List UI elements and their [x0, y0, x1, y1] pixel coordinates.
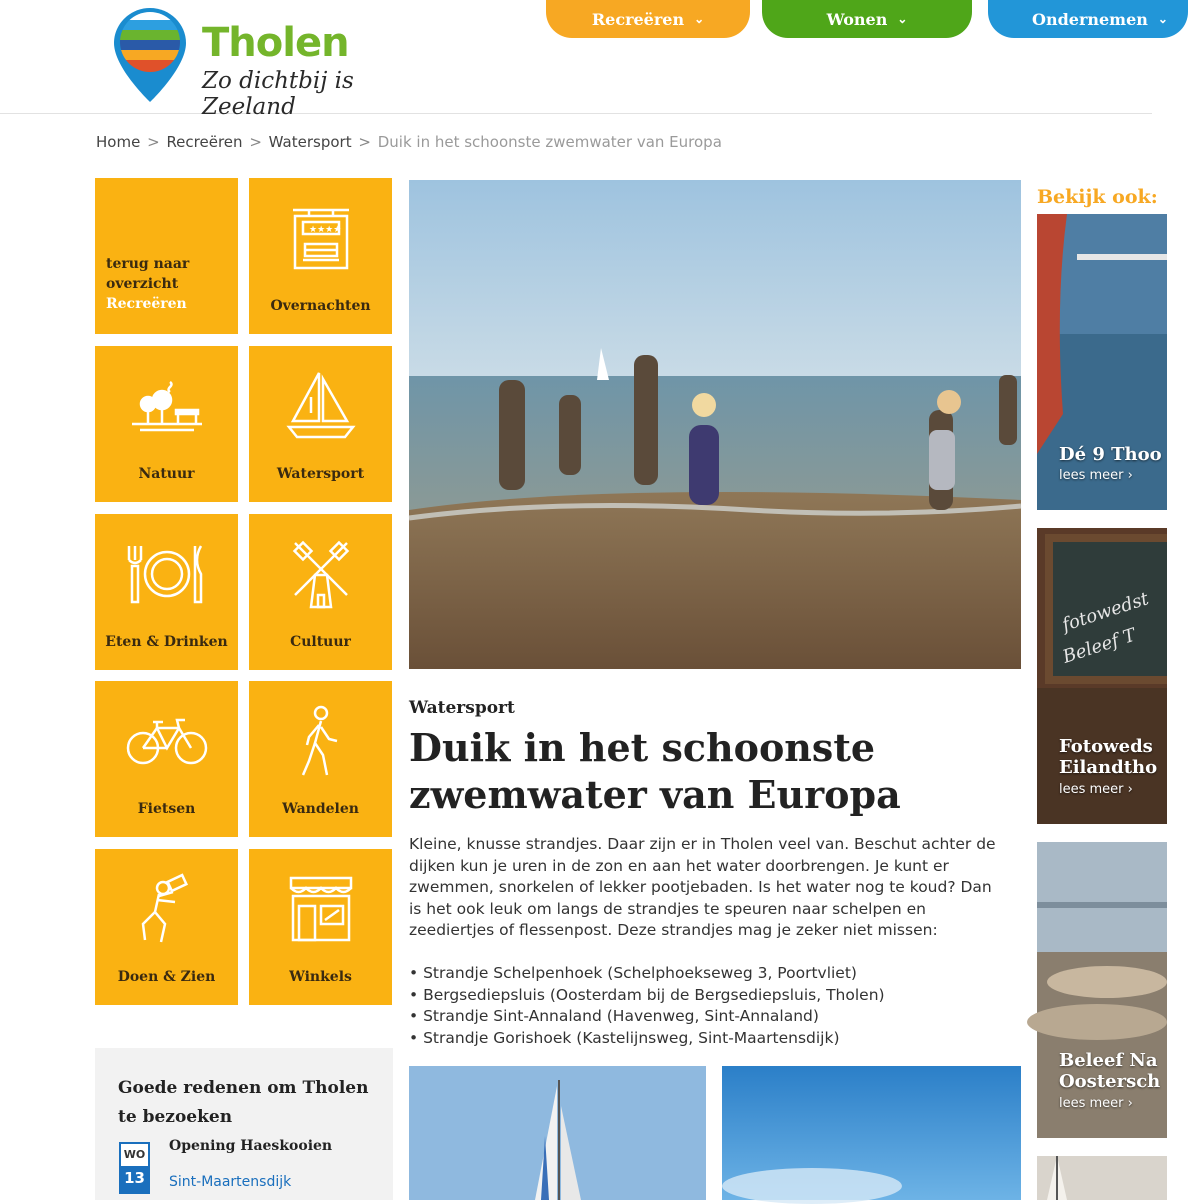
card-title-line: Beleef Na: [1059, 1050, 1158, 1071]
tile-label: Overnachten: [270, 298, 371, 314]
event-title[interactable]: Opening Haeskooien: [169, 1138, 333, 1154]
nav-tab-ondernemen[interactable]: [988, 0, 1188, 38]
hero-photo-children-at-beach: [409, 180, 1021, 669]
card-title-line: Fotoweds: [1059, 736, 1153, 757]
nav-tab-label: Recreëren: [591, 9, 685, 29]
plate-cutlery-icon: [95, 534, 238, 614]
card-title: [1059, 736, 1157, 778]
site-header: [0, 0, 1168, 120]
article-intro: Kleine, knusse strandjes. Daar zijn er in Tholen veel van. Beschut achter de dijken kun je uren in de zon en aan het water doorbrengen. Je kunt er zwemmen, snorkelen of lekker pootjebaden. Is het water nog te koud? Dan is het ook leuk om langs de strandjes te speuren naar schelpen en zeediertjes of flessenpost. Deze strandjes mag je zeker niet missen:: [409, 835, 996, 939]
tile-cultuur[interactable]: [249, 514, 392, 670]
breadcrumb-home[interactable]: Home: [96, 133, 141, 151]
reasons-title: Goede redenen om Tholen te bezoeken: [118, 1078, 369, 1127]
tile-fietsen[interactable]: [95, 681, 238, 837]
see-also-heading: Bekijk ook:: [1037, 186, 1158, 208]
tile-eten-drinken[interactable]: [95, 514, 238, 670]
nav-tab-label: Wonen: [826, 9, 888, 29]
tile-wandelen[interactable]: [249, 681, 392, 837]
breadcrumb-recreeren[interactable]: Recreëren: [166, 133, 243, 151]
nav-tab-wonen[interactable]: [762, 0, 972, 38]
logo-name: Tholen: [202, 20, 349, 66]
beach-list: [409, 963, 1009, 1049]
card-title-line: Oostersch: [1059, 1071, 1161, 1092]
article-title: Duik in het schoonste zwemwater van Europa: [409, 725, 901, 817]
card-title: [1059, 1050, 1160, 1092]
back-line1: terug naar: [106, 256, 190, 272]
card-read-more[interactable]: lees meer ›: [1059, 468, 1133, 483]
back-accent: Recreëren: [106, 296, 187, 312]
bicycle-icon: [95, 701, 238, 781]
tile-back-to-overview[interactable]: [95, 178, 238, 334]
breadcrumb-current: Duik in het schoonste zwemwater van Europa: [377, 133, 722, 151]
shop-icon: [249, 869, 392, 949]
card-title: Dé 9 Thoo: [1059, 444, 1162, 465]
reasons-box: [95, 1048, 393, 1200]
see-also-card-2[interactable]: [1037, 528, 1167, 824]
tile-overnachten[interactable]: [249, 178, 392, 334]
back-text: [95, 178, 238, 314]
breadcrumb-separator: >: [147, 133, 160, 151]
breadcrumb: [96, 133, 722, 151]
sailboat-icon: [249, 366, 392, 446]
chevron-down-icon: ⌄: [897, 12, 908, 26]
site-logo[interactable]: [112, 6, 412, 120]
article-category: Watersport: [409, 698, 515, 718]
nature-icon: [95, 366, 238, 446]
breadcrumb-separator: >: [249, 133, 262, 151]
photo-blue-sky: [722, 1066, 1021, 1200]
hotel-icon: [249, 198, 392, 278]
tile-label: Natuur: [138, 466, 195, 482]
card-read-more[interactable]: lees meer ›: [1059, 1096, 1133, 1111]
tile-label: Fietsen: [137, 801, 196, 817]
photographer-icon: [95, 869, 238, 949]
breadcrumb-watersport[interactable]: Watersport: [268, 133, 352, 151]
tile-label: Watersport: [276, 466, 365, 482]
chevron-down-icon: ⌄: [1157, 12, 1168, 26]
back-line2: overzicht: [106, 276, 179, 292]
list-item: • Strandje Sint-Annaland (Havenweg, Sint-Annaland): [409, 1006, 1009, 1028]
walker-icon: [249, 701, 392, 781]
tile-label: Doen & Zien: [117, 969, 216, 985]
breadcrumb-separator: >: [358, 133, 371, 151]
chalkboard-text: Beleef T: [1060, 624, 1139, 668]
chevron-down-icon: ⌄: [694, 12, 705, 26]
windmill-icon: [249, 534, 392, 614]
photo-sailboat: [409, 1066, 706, 1200]
tile-label: Cultuur: [290, 634, 351, 650]
tile-watersport[interactable]: [249, 346, 392, 502]
nav-tab-label: Ondernemen: [1032, 9, 1148, 29]
tile-label: Wandelen: [282, 801, 359, 817]
see-also-card-4[interactable]: [1037, 1156, 1167, 1200]
svg-text:★★★★: ★★★★: [308, 225, 341, 235]
list-item: • Strandje Schelpenhoek (Schelphoekseweg 3, Poortvliet): [409, 963, 1009, 985]
tile-natuur[interactable]: [95, 346, 238, 502]
list-item: • Strandje Gorishoek (Kastelijnsweg, Sint-Maartensdijk): [409, 1028, 1009, 1050]
date-badge: [119, 1142, 150, 1194]
tile-label: Winkels: [289, 969, 352, 985]
event-place[interactable]: Sint-Maartensdijk: [169, 1174, 292, 1190]
card-title-line: Eilandtho: [1059, 757, 1158, 778]
card-read-more[interactable]: lees meer ›: [1059, 782, 1133, 797]
date-number: 13: [124, 1169, 145, 1187]
list-item: • Bergsediepsluis (Oosterdam bij de Bergsediepsluis, Tholen): [409, 985, 1009, 1007]
see-also-card-3[interactable]: [1037, 842, 1167, 1138]
logo-tagline: Zo dichtbij is Zeeland: [202, 68, 354, 120]
location-pin-logo-icon: [112, 6, 188, 104]
tile-winkels[interactable]: [249, 849, 392, 1005]
chalkboard-text: fotowedst: [1059, 588, 1152, 636]
tile-doen-zien[interactable]: [95, 849, 238, 1005]
see-also-card-1[interactable]: [1037, 214, 1167, 510]
nav-tab-recreeren[interactable]: [546, 0, 750, 38]
tile-label: Eten & Drinken: [105, 634, 228, 650]
date-day: WO: [121, 1144, 148, 1166]
